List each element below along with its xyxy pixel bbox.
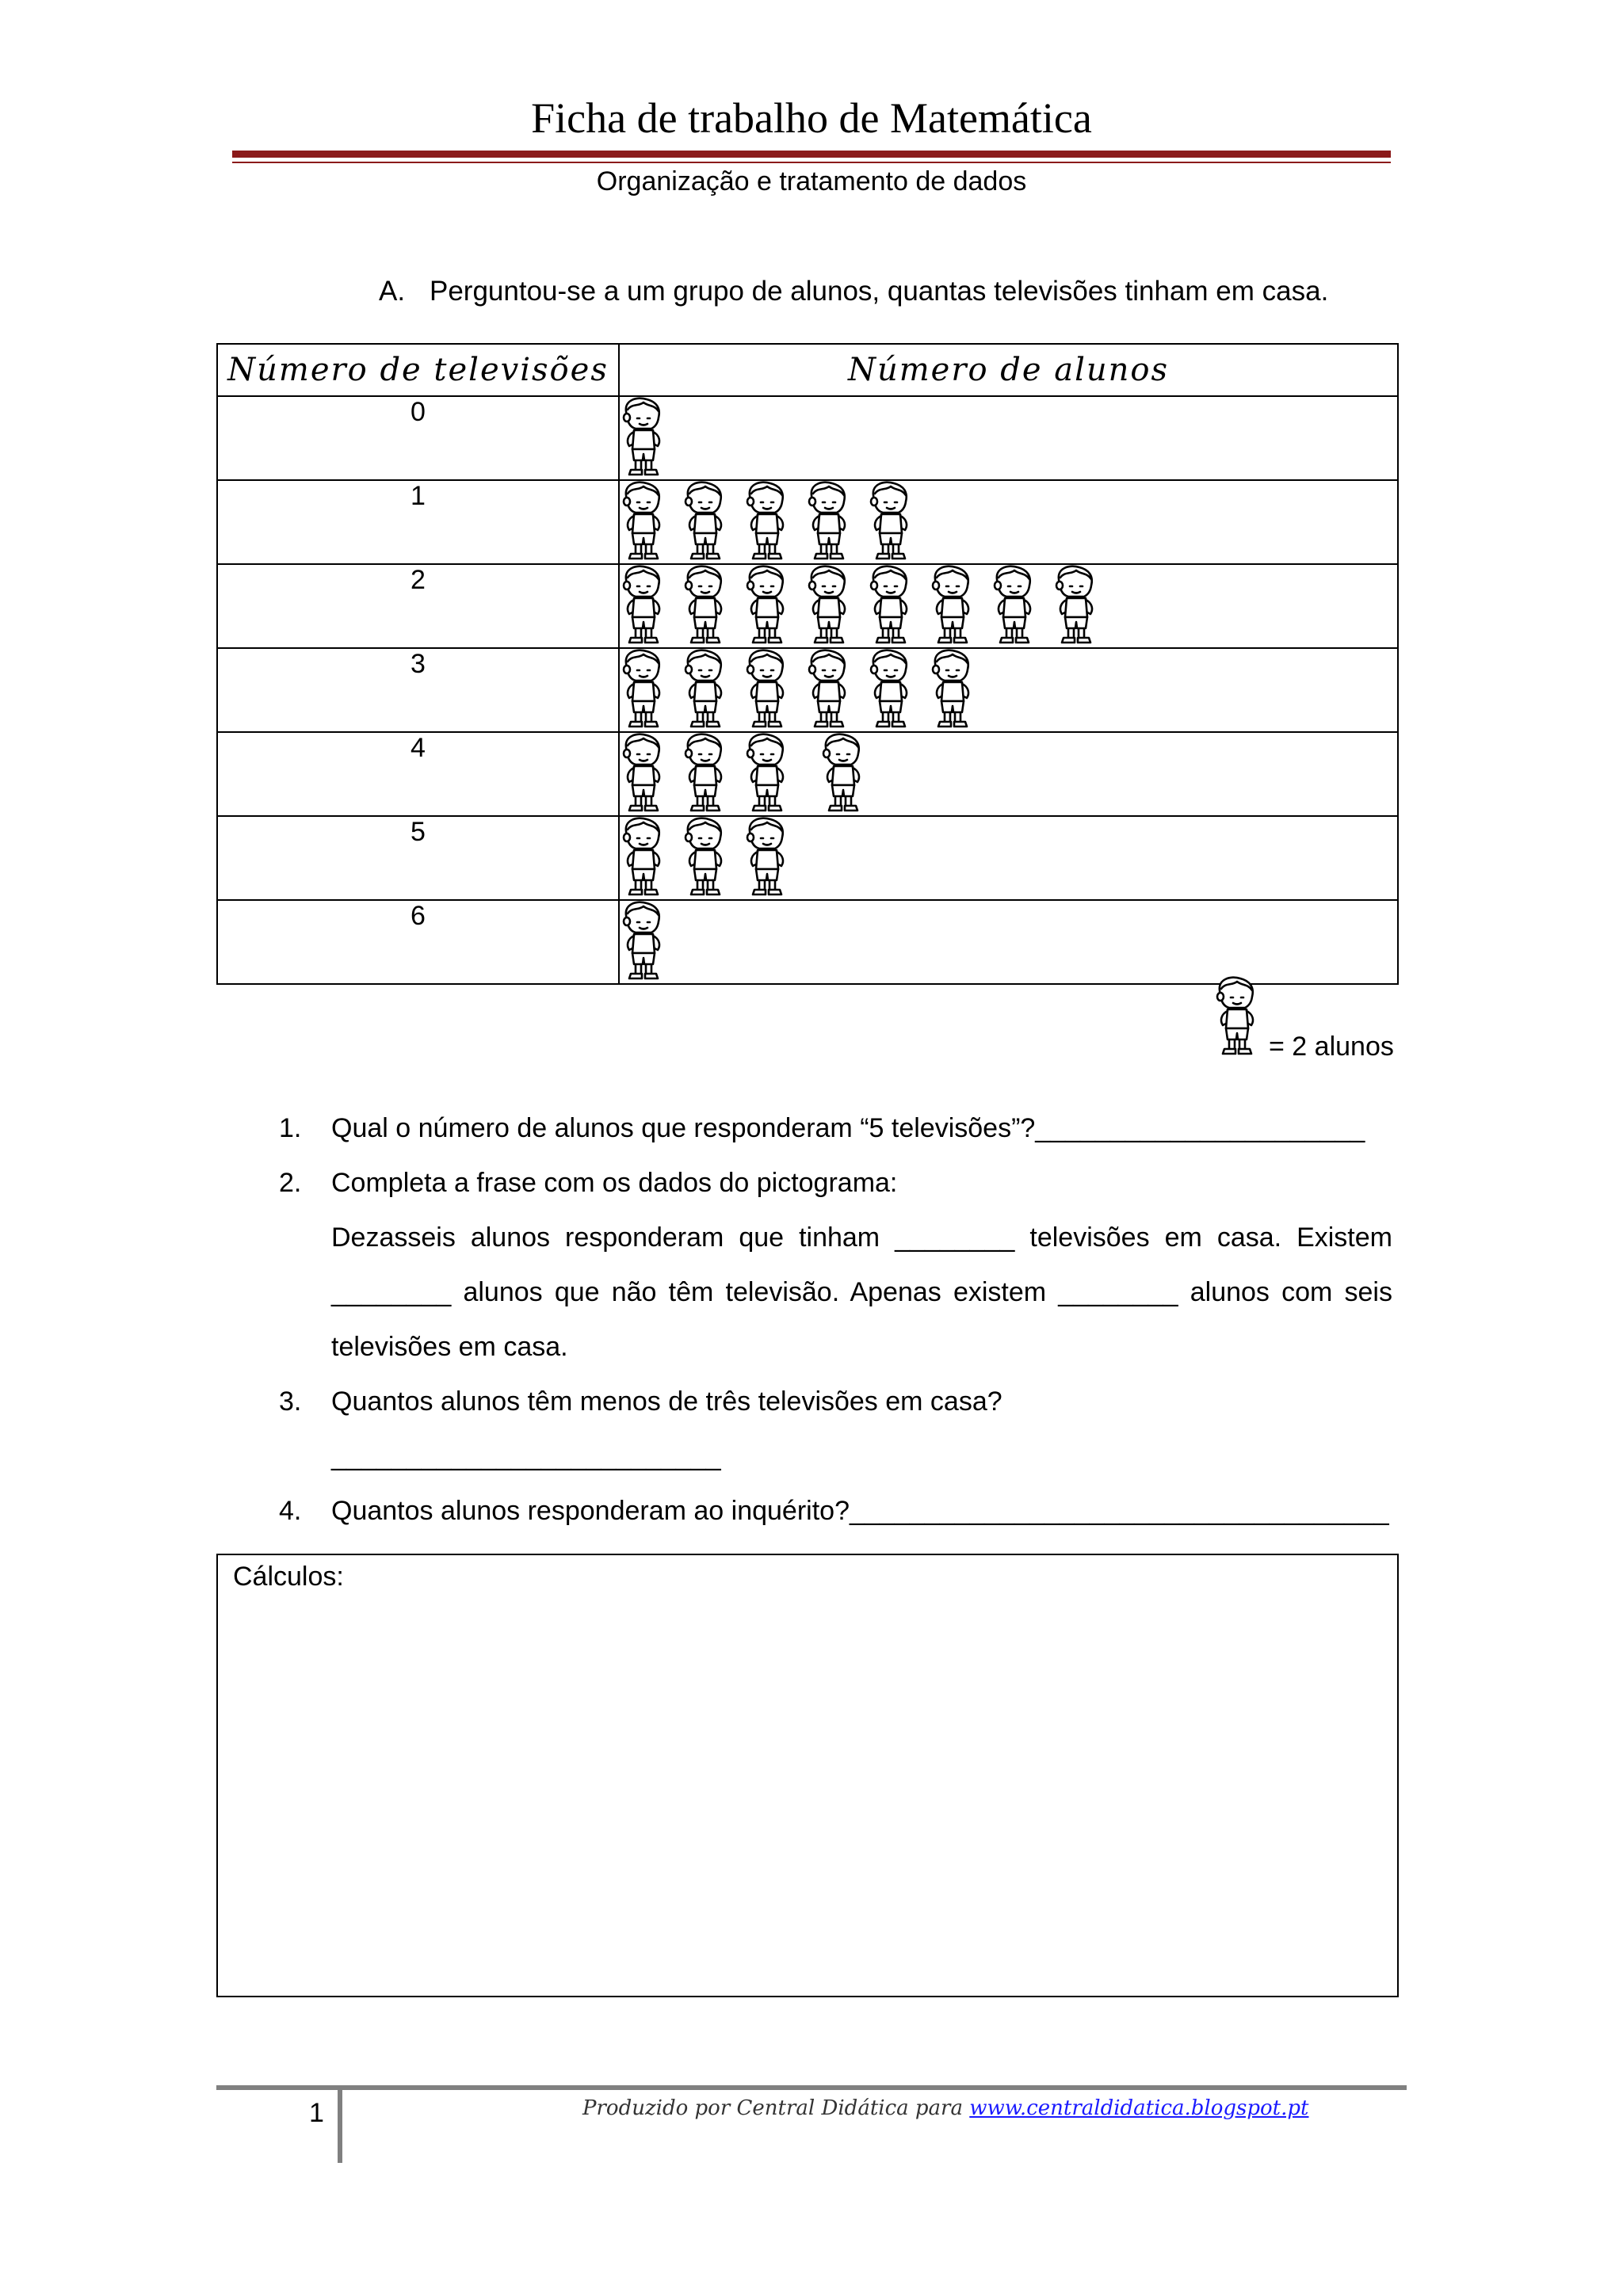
boy-student-icon xyxy=(620,397,666,479)
question-2-sentence: Dezasseis alunos responderam que tinham ________ televisões em casa. Existem ________ alunos que não têm televisão. Apenas existem ________ alunos com seis televisões em casa. xyxy=(331,1222,1392,1362)
students-icons-cell xyxy=(619,732,1398,816)
question-text: Quantos alunos têm menos de três televisões em casa? __________________________ xyxy=(331,1386,1002,1471)
title-rule xyxy=(232,151,1391,158)
question-number: 1. xyxy=(279,1113,302,1143)
televisions-count-cell: 4 xyxy=(217,732,619,816)
pictogram-table xyxy=(216,343,1399,985)
boy-student-icon xyxy=(682,817,727,899)
page-number: 1 xyxy=(309,2098,324,2128)
question-text: Qual o número de alunos que responderam “5 televisões”?______________________ xyxy=(331,1113,1365,1143)
question-number: 4. xyxy=(279,1496,302,1526)
students-icons-cell xyxy=(619,480,1398,564)
question-3 xyxy=(279,1375,1392,1484)
boy-student-icon xyxy=(1213,976,1259,1058)
boy-student-icon xyxy=(743,649,789,731)
students-icons-cell xyxy=(619,648,1398,732)
pictogram-header-row xyxy=(217,344,1398,396)
boy-student-icon xyxy=(805,565,851,647)
question-2 xyxy=(279,1156,1392,1211)
title-rule-thin xyxy=(232,162,1391,163)
pictogram-row xyxy=(217,480,1398,564)
credit-link[interactable]: www.centraldidatica.blogspot.pt xyxy=(969,2096,1309,2120)
credit-text: Produzido por Central Didática para xyxy=(582,2096,963,2120)
pictogram-row xyxy=(217,396,1398,480)
column-header-televisions: Número de televisões xyxy=(217,344,619,396)
boy-student-icon xyxy=(1052,565,1098,647)
boy-student-icon xyxy=(682,481,727,563)
boy-student-icon xyxy=(743,481,789,563)
calculations-box[interactable] xyxy=(216,1554,1399,1997)
boy-student-icon xyxy=(867,649,913,731)
boy-student-icon xyxy=(743,817,789,899)
televisions-count-cell: 0 xyxy=(217,396,619,480)
footer-rule xyxy=(216,2085,1407,2090)
question-number: 3. xyxy=(279,1386,302,1417)
boy-student-icon xyxy=(805,481,851,563)
boy-student-icon xyxy=(620,817,666,899)
boy-student-icon xyxy=(620,733,666,815)
televisions-count-cell: 3 xyxy=(217,648,619,732)
boy-student-icon xyxy=(682,649,727,731)
questions-list xyxy=(279,1101,1392,1539)
boy-student-icon xyxy=(991,565,1037,647)
boy-student-icon xyxy=(620,565,666,647)
question-a-text: Perguntou-se a um grupo de alunos, quantas televisões tinham em casa. xyxy=(430,276,1329,307)
televisions-count-cell: 6 xyxy=(217,900,619,984)
page-title: Ficha de trabalho de Matemática xyxy=(531,94,1092,142)
footer-divider xyxy=(338,2090,342,2163)
televisions-count-cell: 2 xyxy=(217,564,619,648)
pictogram-row xyxy=(217,732,1398,816)
boy-student-icon xyxy=(929,649,975,731)
boy-student-icon xyxy=(620,649,666,731)
boy-student-icon xyxy=(743,565,789,647)
televisions-count-cell: 5 xyxy=(217,816,619,900)
televisions-count-cell: 1 xyxy=(217,480,619,564)
boy-student-icon xyxy=(929,565,975,647)
boy-student-icon xyxy=(620,481,666,563)
boy-student-icon xyxy=(805,649,851,731)
calculations-label: Cálculos: xyxy=(233,1562,344,1592)
pictogram-row xyxy=(217,900,1398,984)
pictogram-body xyxy=(217,396,1398,984)
page-subtitle: Organização e tratamento de dados xyxy=(596,166,1027,196)
boy-student-icon xyxy=(620,901,666,983)
footer-credit xyxy=(582,2096,1308,2120)
boy-student-icon xyxy=(867,481,913,563)
boy-student-icon xyxy=(743,733,789,815)
pictogram-row xyxy=(217,564,1398,648)
question-a-letter: A. xyxy=(379,276,406,307)
students-icons-cell xyxy=(619,900,1398,984)
students-icons-cell xyxy=(619,564,1398,648)
legend-text: = 2 alunos xyxy=(1269,1032,1394,1062)
pictogram-legend xyxy=(1213,976,1396,1063)
question-a xyxy=(379,276,1328,307)
boy-student-icon xyxy=(819,733,865,815)
question-1 xyxy=(279,1101,1392,1156)
question-text: Completa a frase com os dados do pictograma: xyxy=(331,1168,898,1198)
pictogram-row xyxy=(217,648,1398,732)
boy-student-icon xyxy=(682,565,727,647)
question-text: Quantos alunos responderam ao inquérito?____________________________________ xyxy=(331,1496,1389,1526)
pictogram-row xyxy=(217,816,1398,900)
question-4 xyxy=(279,1484,1392,1539)
students-icons-cell xyxy=(619,396,1398,480)
boy-student-icon xyxy=(867,565,913,647)
question-number: 2. xyxy=(279,1168,302,1198)
boy-student-icon xyxy=(682,733,727,815)
students-icons-cell xyxy=(619,816,1398,900)
column-header-students: Número de alunos xyxy=(619,344,1398,396)
